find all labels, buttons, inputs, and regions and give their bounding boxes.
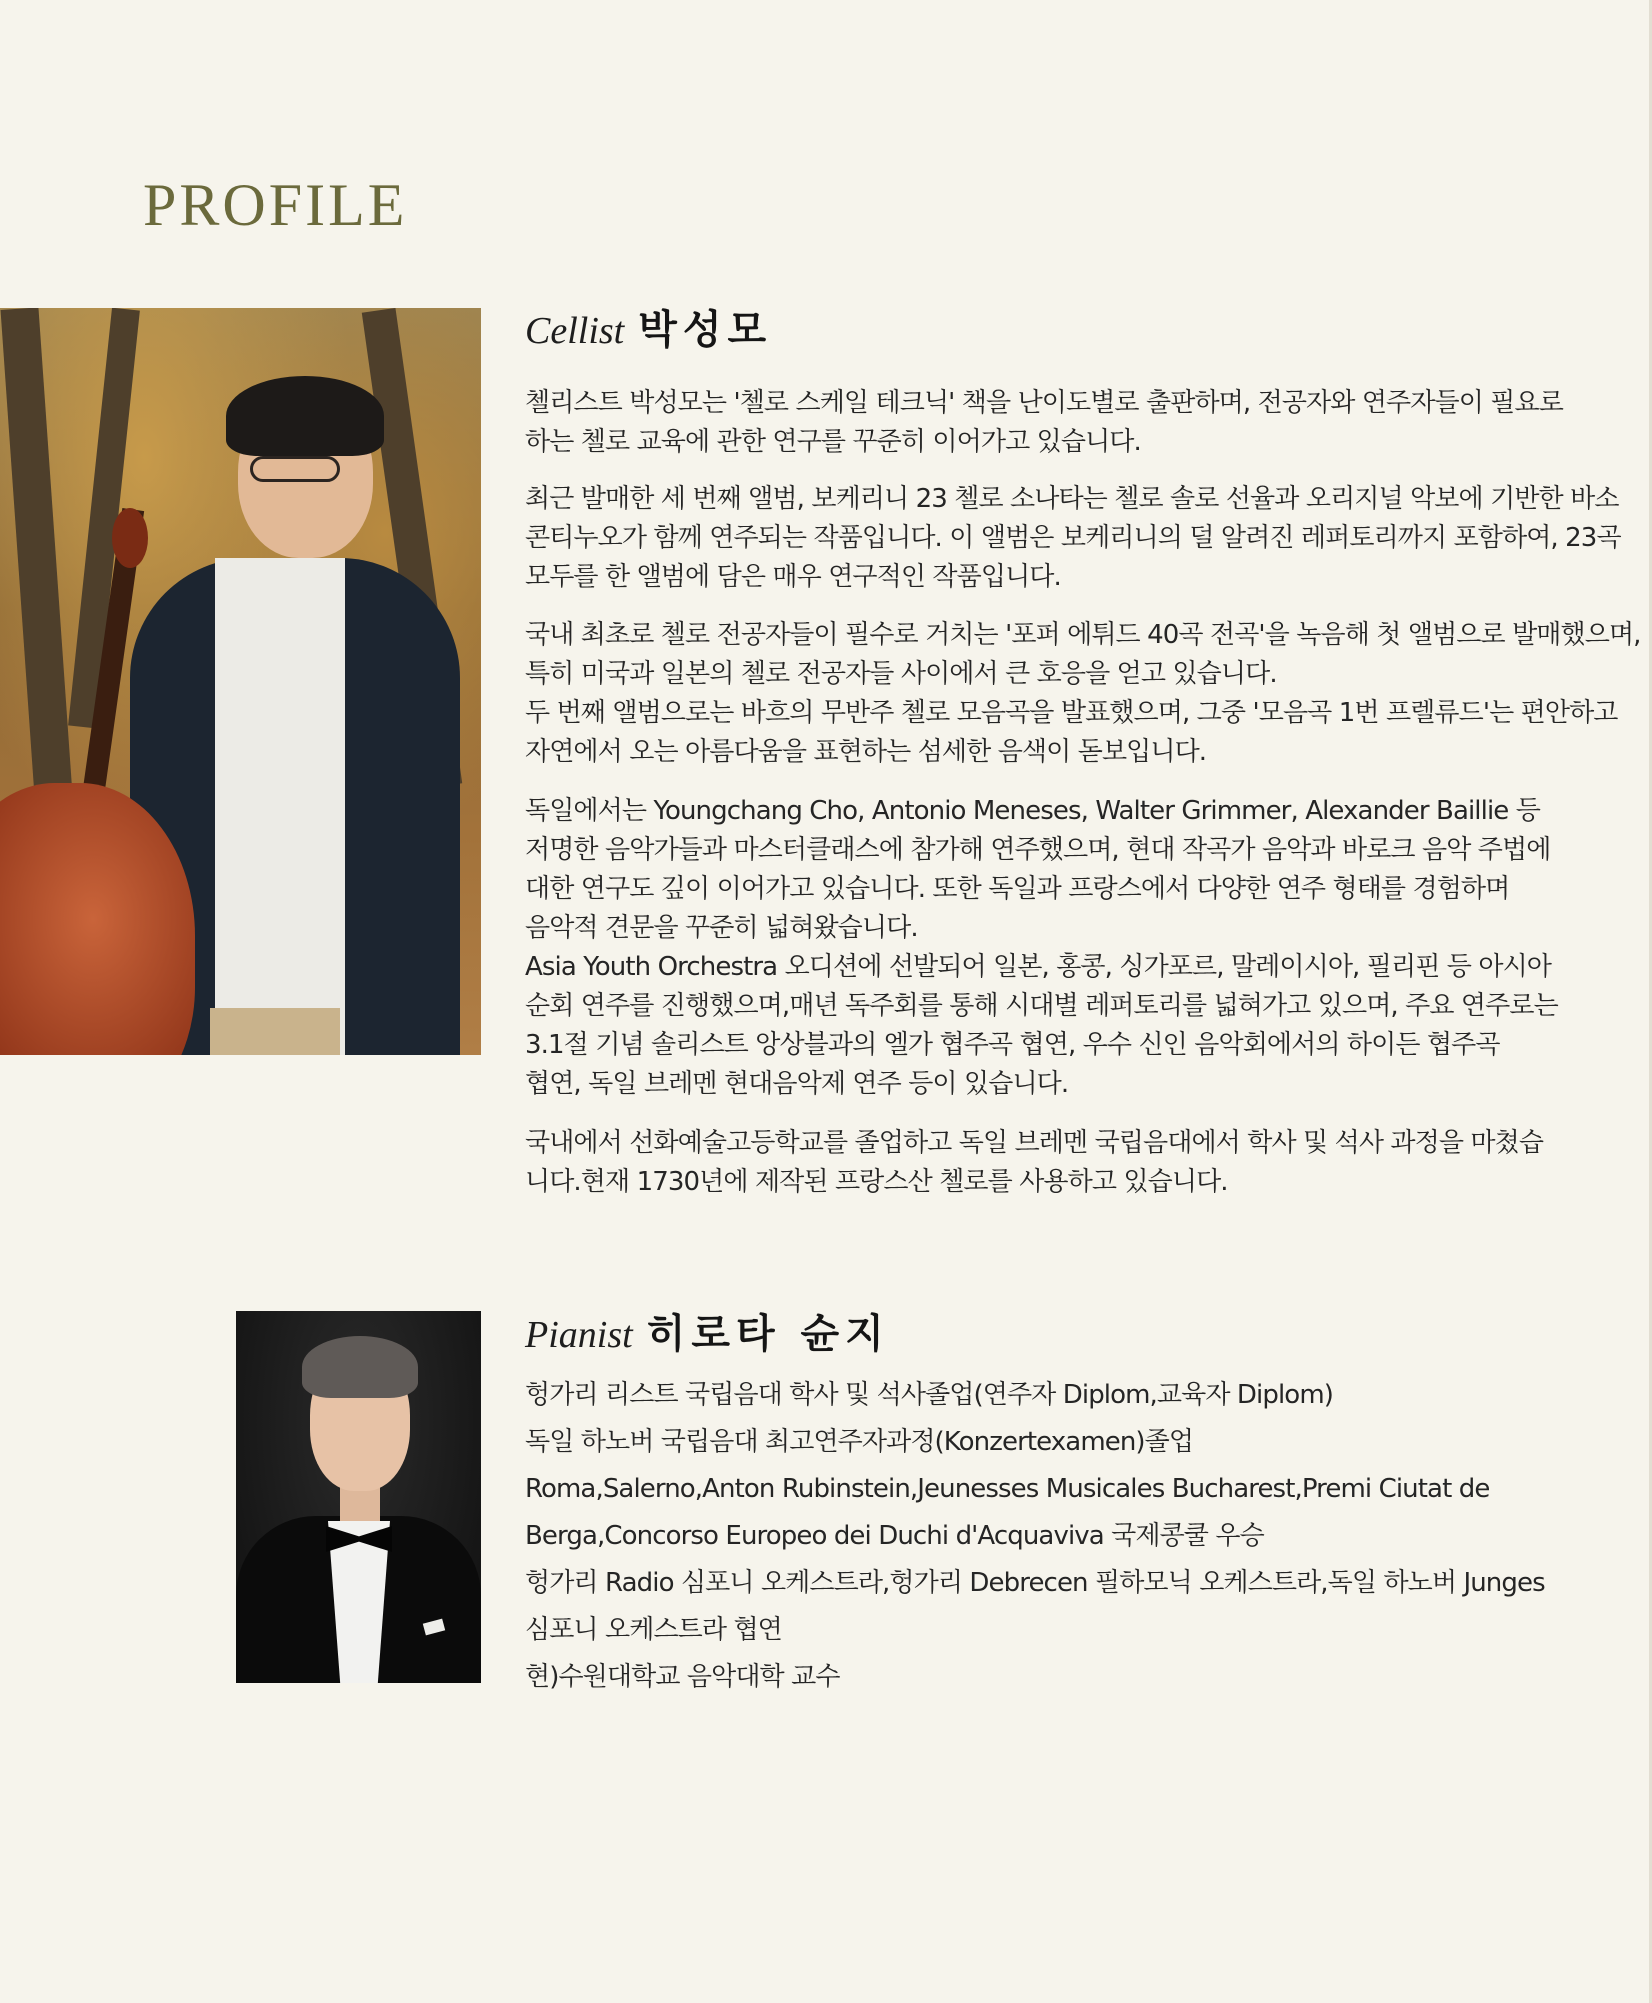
bio-line: 대한 연구도 깊이 이어가고 있습니다. 또한 독일과 프랑스에서 다양한 연주 형태를 경험하며 <box>525 874 1510 904</box>
page-title: PROFILE <box>143 172 408 238</box>
cellist-bio-paragraph-3 <box>525 616 1641 772</box>
pianist-bio-list <box>525 1372 1545 1701</box>
cellist-photo <box>0 308 481 1055</box>
bio-line: 최근 발매한 세 번째 앨범, 보케리니 23 첼로 소나타는 첼로 솔로 선율과 오리지널 악보에 기반한 바소 <box>525 484 1619 514</box>
bio-line: 특히 미국과 일본의 첼로 전공자들 사이에서 큰 호응을 얻고 있습니다. <box>525 659 1277 689</box>
list-item: Berga,Concorso Europeo dei Duchi d'Acquaviva 국제콩쿨 우승 <box>525 1521 1264 1551</box>
pianist-role: Pianist <box>525 1314 633 1356</box>
bio-line: 협연, 독일 브레멘 현대음악제 연주 등이 있습니다. <box>525 1069 1069 1099</box>
bio-line: 독일에서는 Youngchang Cho, Antonio Meneses, Walter Grimmer, Alexander Baillie 등 <box>525 796 1540 826</box>
cellist-name: 박성모 <box>638 307 773 353</box>
list-item: 독일 하노버 국립음대 최고연주자과정(Konzertexamen)졸업 <box>525 1427 1194 1457</box>
bio-line: 자연에서 오는 아름다움을 표현하는 섬세한 음색이 돋보입니다. <box>525 737 1207 767</box>
list-item: 심포니 오케스트라 협연 <box>525 1615 782 1645</box>
bio-line: 순회 연주를 진행했으며,매년 독주회를 통해 시대별 레퍼토리를 넓혀가고 있으며, 주요 연주로는 <box>525 991 1558 1021</box>
bio-line: 하는 첼로 교육에 관한 연구를 꾸준히 이어가고 있습니다. <box>525 427 1141 457</box>
bio-line: 첼리스트 박성모는 '첼로 스케일 테크닉' 책을 난이도별로 출판하며, 전공자와 연주자들이 필요로 <box>525 388 1563 418</box>
bio-line: 저명한 음악가들과 마스터클래스에 참가해 연주했으며, 현대 작곡가 음악과 바로크 음악 주법에 <box>525 835 1551 865</box>
cellist-role: Cellist <box>525 310 625 352</box>
bio-line: 국내 최초로 첼로 전공자들이 필수로 거치는 '포퍼 에튀드 40곡 전곡'을 녹음해 첫 앨범으로 발매했으며, <box>525 620 1641 650</box>
cellist-bio-paragraph-2 <box>525 480 1621 597</box>
bio-line: 국내에서 선화예술고등학교를 졸업하고 독일 브레멘 국립음대에서 학사 및 석사 과정을 마쳤습 <box>525 1128 1544 1158</box>
bio-line: 콘티누오가 함께 연주되는 작품입니다. 이 앨범은 보케리니의 덜 알려진 레퍼토리까지 포함하여, 23곡 <box>525 523 1621 553</box>
cellist-bio-paragraph-1 <box>525 384 1563 462</box>
pianist-heading <box>525 1311 890 1357</box>
cellist-bio-paragraph-4 <box>525 792 1558 1104</box>
bio-line: 음악적 견문을 꾸준히 넓혀왔습니다. <box>525 913 918 943</box>
list-item: 헝가리 리스트 국립음대 학사 및 석사졸업(연주자 Diplom,교육자 Diplom) <box>525 1380 1333 1410</box>
list-item: 헝가리 Radio 심포니 오케스트라,헝가리 Debrecen 필하모닉 오케스트라,독일 하노버 Junges <box>525 1568 1545 1598</box>
bio-line: Asia Youth Orchestra 오디션에 선발되어 일본, 홍콩, 싱가포르, 말레이시아, 필리핀 등 아시아 <box>525 952 1552 982</box>
cellist-heading <box>525 307 773 353</box>
pianist-photo <box>236 1311 481 1683</box>
list-item: 현)수원대학교 음악대학 교수 <box>525 1662 840 1692</box>
cellist-bio-paragraph-5 <box>525 1124 1544 1202</box>
bio-line: 3.1절 기념 솔리스트 앙상블과의 엘가 협주곡 협연, 우수 신인 음악회에서의 하이든 협주곡 <box>525 1030 1500 1060</box>
bio-line: 두 번째 앨범으로는 바흐의 무반주 첼로 모음곡을 발표했으며, 그중 '모음곡 1번 프렐류드'는 편안하고 <box>525 698 1618 728</box>
bio-line: 모두를 한 앨범에 담은 매우 연구적인 작품입니다. <box>525 562 1061 592</box>
pianist-name: 히로타 슌지 <box>646 1311 890 1357</box>
bio-line: 니다.현재 1730년에 제작된 프랑스산 첼로를 사용하고 있습니다. <box>525 1167 1228 1197</box>
list-item: Roma,Salerno,Anton Rubinstein,Jeunesses Musicales Bucharest,Premi Ciutat de <box>525 1474 1490 1504</box>
